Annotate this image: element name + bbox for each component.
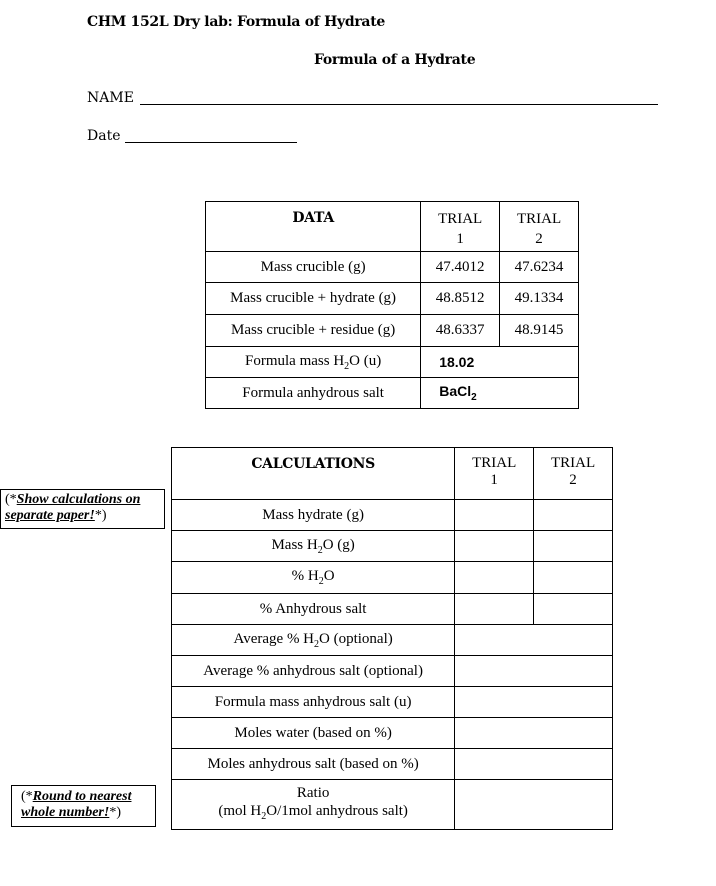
row-label: Mass crucible + hydrate (g) xyxy=(206,283,421,315)
trial1-input-cell[interactable] xyxy=(455,531,534,562)
row-label: Formula mass $H_2O$ (u) xyxy=(206,347,421,378)
answer-input-cell[interactable] xyxy=(455,687,613,718)
course-title: CHM 152L Dry lab: Formula of Hydrate xyxy=(87,14,385,30)
data-table xyxy=(205,201,579,409)
table-row xyxy=(172,718,613,749)
row-label: Mass hydrate (g) xyxy=(172,500,455,531)
row-label: % Anhydrous salt xyxy=(172,594,455,625)
trial1-input-cell[interactable] xyxy=(455,594,534,625)
row-label: Formula anhydrous salt xyxy=(206,378,421,409)
row-label: Moles water (based on %) xyxy=(172,718,455,749)
answer-input-cell[interactable] xyxy=(455,718,613,749)
trial1-input-cell[interactable] xyxy=(455,500,534,531)
row-label: % $H_2O$ xyxy=(172,562,455,594)
trial1-value: 47.4012 xyxy=(421,252,500,283)
table-row xyxy=(172,656,613,687)
table-row xyxy=(172,749,613,780)
formula-salt-value: BaCl$_2$ xyxy=(421,378,579,409)
calculations-table xyxy=(171,447,613,830)
formula-mass-h2o-value: 18.02 xyxy=(421,347,579,378)
table-row xyxy=(172,531,613,562)
trial1-input-cell[interactable] xyxy=(455,562,534,594)
trial1-value: 48.8512 xyxy=(421,283,500,315)
row-label: Formula mass anhydrous salt (u) xyxy=(172,687,455,718)
name-field-line[interactable] xyxy=(140,104,658,105)
round-number-note: (*Round to nearest whole number!*) xyxy=(11,785,156,827)
answer-input-cell[interactable] xyxy=(455,749,613,780)
trial2-input-cell[interactable] xyxy=(534,531,613,562)
trial2-value: 48.9145 xyxy=(500,315,579,347)
data-table-title: DATA xyxy=(206,202,421,252)
row-label: Average % $H_2O$ (optional) xyxy=(172,625,455,656)
row-label: Average % anhydrous salt (optional) xyxy=(172,656,455,687)
table-row xyxy=(172,500,613,531)
trial2-value: 49.1334 xyxy=(500,283,579,315)
data-trial2-header: TRIAL 2 xyxy=(500,202,579,252)
calc-trial1-header: TRIAL 1 xyxy=(455,448,534,500)
table-row xyxy=(172,594,613,625)
table-row xyxy=(172,625,613,656)
table-row xyxy=(172,562,613,594)
trial2-input-cell[interactable] xyxy=(534,594,613,625)
show-calculations-note: (*Show calculations on separate paper!*) xyxy=(0,489,165,529)
table-row xyxy=(206,315,579,347)
row-label: Ratio (mol $H_2O/1mol$ anhydrous salt) xyxy=(172,780,455,830)
table-row xyxy=(172,687,613,718)
trial1-value: 48.6337 xyxy=(421,315,500,347)
row-label: Moles anhydrous salt (based on %) xyxy=(172,749,455,780)
date-field-line[interactable] xyxy=(125,142,297,143)
table-row xyxy=(206,283,579,315)
worksheet-title: Formula of a Hydrate xyxy=(314,52,476,68)
answer-input-cell[interactable] xyxy=(455,656,613,687)
trial2-value: 47.6234 xyxy=(500,252,579,283)
row-label: Mass crucible + residue (g) xyxy=(206,315,421,347)
table-row xyxy=(172,780,613,830)
answer-input-cell[interactable] xyxy=(455,625,613,656)
table-row xyxy=(206,347,579,378)
row-label: Mass crucible (g) xyxy=(206,252,421,283)
row-label: Mass $H_2O$ (g) xyxy=(172,531,455,562)
data-trial1-header: TRIAL 1 xyxy=(421,202,500,252)
answer-input-cell[interactable] xyxy=(455,780,613,830)
table-row xyxy=(206,378,579,409)
name-label: NAME xyxy=(87,90,134,106)
calc-table-title: CALCULATIONS xyxy=(172,448,455,500)
date-label: Date xyxy=(87,128,121,144)
calc-trial2-header: TRIAL 2 xyxy=(534,448,613,500)
table-row xyxy=(206,252,579,283)
trial2-input-cell[interactable] xyxy=(534,500,613,531)
trial2-input-cell[interactable] xyxy=(534,562,613,594)
